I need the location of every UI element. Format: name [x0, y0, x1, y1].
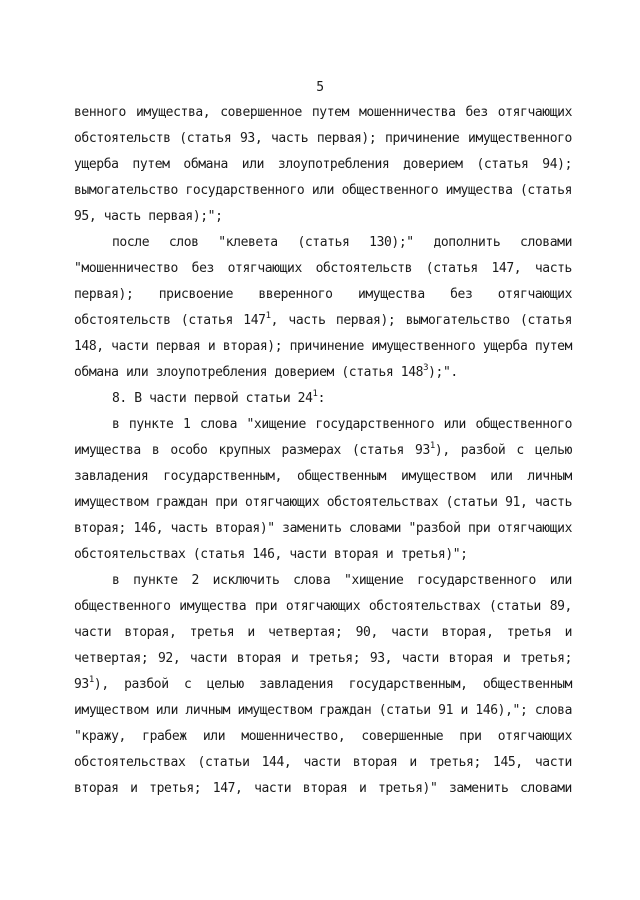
superscript: 1	[312, 389, 318, 399]
paragraph-text: в пункте 1 слова "хищение государственного или общественного имущества в особо крупных размерах (статья 93	[74, 417, 572, 458]
superscript: 3	[423, 363, 429, 373]
superscript: 1	[429, 441, 435, 451]
paragraph-text: 8. В части первой статьи 24	[112, 391, 313, 406]
paragraph-point-1	[74, 412, 572, 568]
document-body	[74, 100, 572, 802]
paragraph-text: ), разбой с целью завладения государственным, общественным имуществом или личным имуществом граждан (статьи 91 и 146),"; слова "кражу, грабеж или мошенничество, совершенные при отягчающих обстоятельствах (статьи 144, части вторая и третья; 145, части вторая и третья; 147, части вторая и третья)" заменить словами	[74, 677, 572, 796]
paragraph-text: после слов "клевета (статья 130);" дополнить словами "мошенничество без отягчающих обстоятельств (статья 147, часть первая); присвоение вверенного имущества без отягчающих обстоятельств (статья 147	[74, 235, 572, 328]
superscript: 1	[265, 311, 271, 321]
page-number: 5	[316, 80, 324, 95]
paragraph-amendment-slander	[74, 230, 572, 386]
paragraph-text: ), разбой с целью завладения государственным, общественным имуществом или личным имуществом граждан при отягчающих обстоятельствах (статьи 91, часть вторая; 146, часть вторая)" заменить словами "разбой при отягчающих обстоятельствах (статья 146, части вторая и третья)";	[74, 443, 572, 562]
paragraph-text: );".	[428, 365, 458, 380]
paragraph-item-8	[74, 386, 572, 412]
paragraph-text: венного имущества, совершенное путем мошенничества без отягчающих обстоятельств (статья 93, часть первая); причинение имущественного ущерба путем обмана или злоупотребления доверием (статья 94); вымогательство государственного или общественного имущества (статья 95, часть первая);";	[74, 105, 572, 224]
superscript: 1	[88, 675, 94, 685]
paragraph-point-2	[74, 568, 572, 802]
paragraph-text: , часть первая); вымогательство (статья 148, части первая и вторая); причинение имущественного ущерба путем обмана или злоупотребления доверием (статья 148	[74, 313, 573, 380]
paragraph-text: в пункте 2 исключить слова "хищение государственного или общественного имущества при отягчающих обстоятельствах (статьи 89, части вторая, третья и четвертая; 90, части вторая, третья и четвертая; 92, части вторая и третья; 93, части вторая и третья; 93	[74, 573, 572, 692]
paragraph-continuation	[74, 100, 572, 230]
paragraph-text: :	[317, 391, 325, 406]
